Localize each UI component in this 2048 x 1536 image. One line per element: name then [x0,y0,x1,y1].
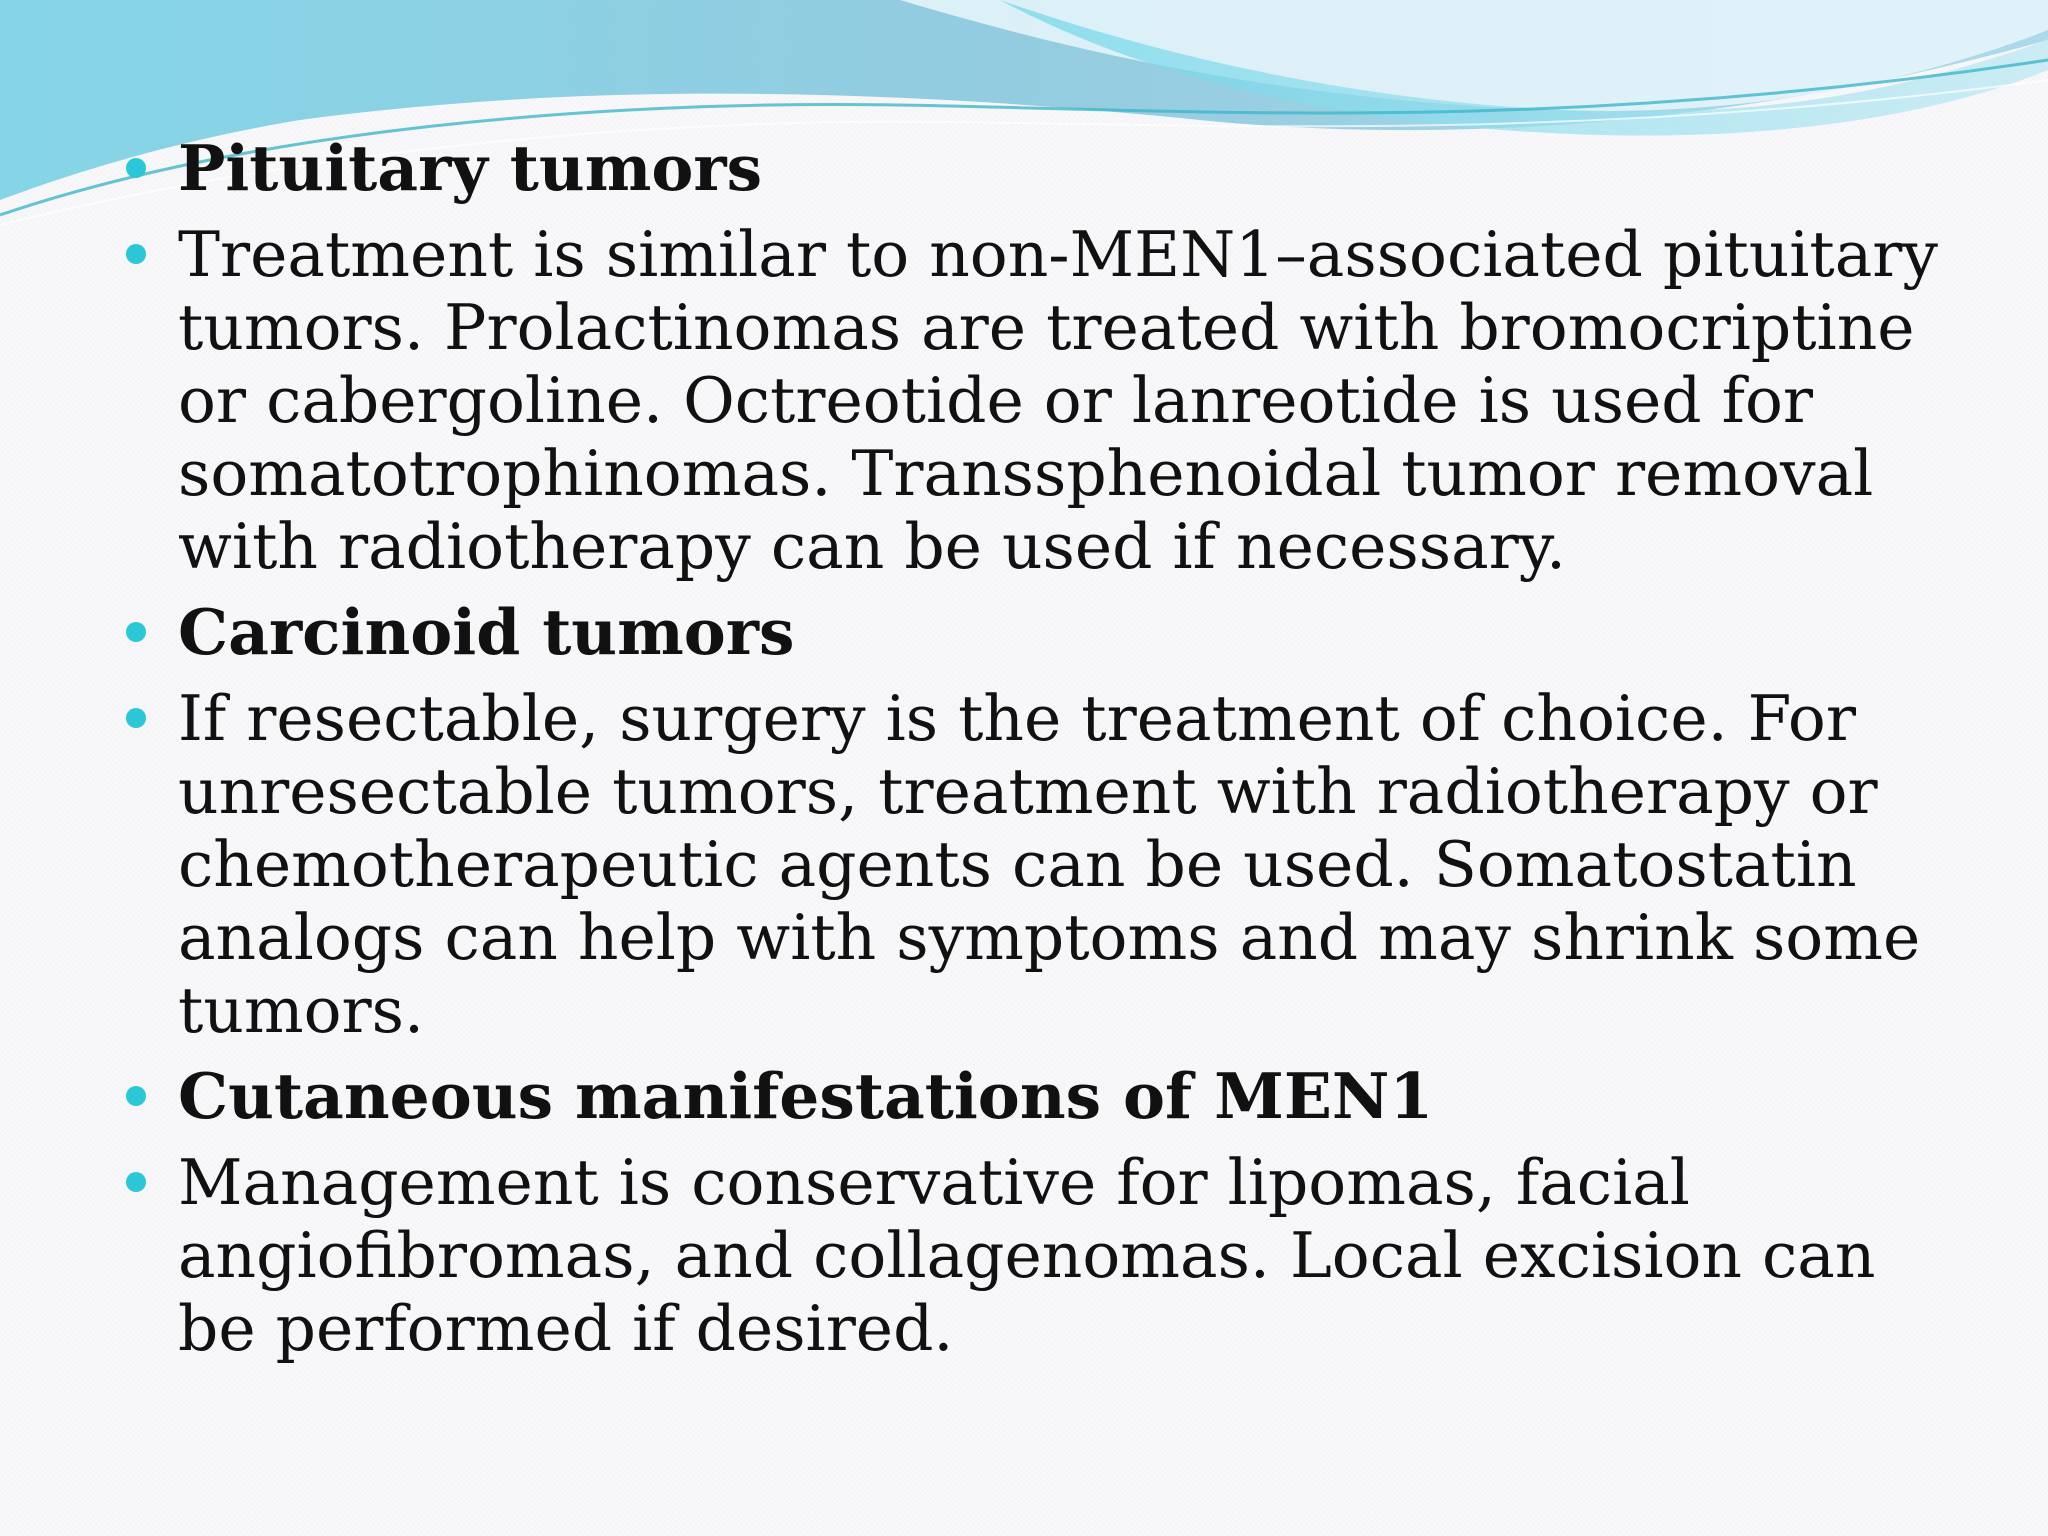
bullet-dot-icon [126,622,146,642]
bullet-text: Pituitary tumors [178,131,763,205]
bullet-text: If resectable, surgery is the treatment of choice. For unresectable tumors, treatment with radiotherapy or chemotherapeutic agents can be used. Somatostatin analogs can help with symptoms and may shrink some tumors. [178,682,1921,1047]
bullet-cutaneous-management [120,1146,1940,1365]
bullet-dot-icon [126,708,146,728]
slide-content [120,132,1940,1378]
bullet-heading-cutaneous [120,1060,1940,1133]
bullet-list [120,132,1940,1365]
bullet-carcinoid-treatment [120,682,1940,1047]
bullet-dot-icon [126,1086,146,1106]
bullet-text: Treatment is similar to non-MEN1–associated pituitary tumors. Prolactinomas are treated with bromocriptine or cabergoline. Octreotide or lanreotide is used for somatotrophinomas. Transsphenoidal tumor removal with radiotherapy can be used if necessary. [178,218,1939,583]
bullet-heading-carcinoid [120,596,1940,669]
bullet-text: Carcinoid tumors [178,595,795,669]
bullet-dot-icon [126,1172,146,1192]
bullet-pituitary-treatment [120,218,1940,583]
bullet-text: Cutaneous manifestations of MEN1 [178,1059,1434,1133]
bullet-text: Management is conservative for lipomas, facial angiofibromas, and collagenomas. Local excision can be performed if desired. [178,1146,1876,1365]
bullet-heading-pituitary [120,132,1940,205]
bullet-dot-icon [126,158,146,178]
bullet-dot-icon [126,244,146,264]
